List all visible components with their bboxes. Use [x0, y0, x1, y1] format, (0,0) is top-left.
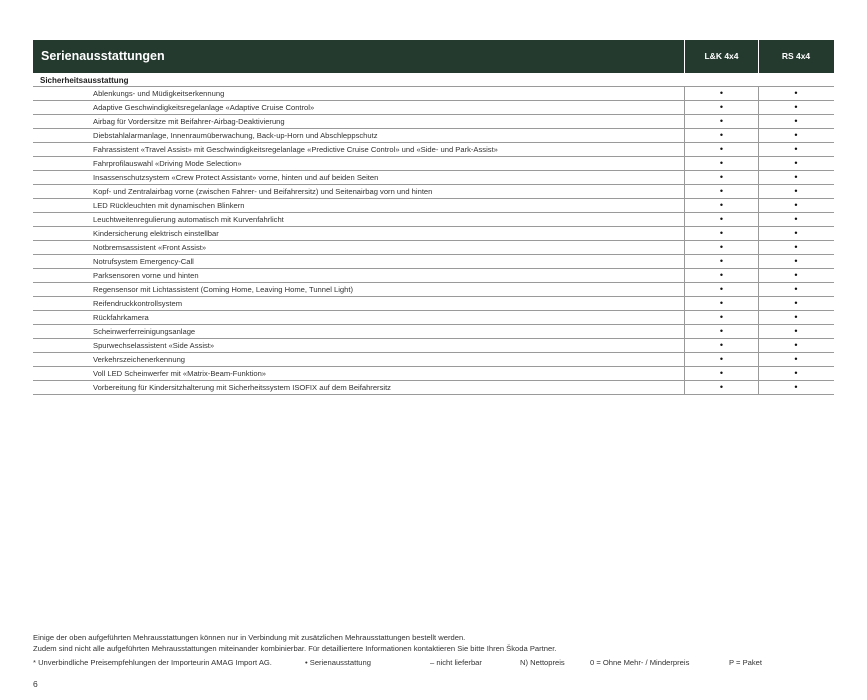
column-header-lk: L&K 4x4 [685, 40, 759, 73]
table-row [33, 297, 834, 311]
cell-lk: • [685, 255, 759, 268]
table-row [33, 353, 834, 367]
cell-rs: • [794, 214, 798, 224]
cell-lk: • [685, 325, 759, 338]
row-label: Voll LED Scheinwerfer mit «Matrix-Beam-Funktion» [33, 367, 685, 380]
row-label: Insassenschutzsystem «Crew Protect Assistant» vorne, hinten und auf beiden Seiten [33, 171, 685, 184]
row-label: Scheinwerferreinigungsanlage [33, 325, 685, 338]
cell-rs: • [794, 144, 798, 154]
cell-rs: • [794, 382, 798, 392]
cell-lk: • [685, 311, 759, 324]
table-row [33, 367, 834, 381]
table-row [33, 171, 834, 185]
legend-price-note: * Unverbindliche Preisempfehlungen der Importeurin AMAG Import AG. [33, 658, 272, 667]
legend [33, 658, 813, 670]
row-label: Adaptive Geschwindigkeitsregelanlage «Adaptive Cruise Control» [33, 101, 685, 114]
row-label: Spurwechselassistent «Side Assist» [33, 339, 685, 352]
row-label: Leuchtweitenregulierung automatisch mit Kurvenfahrlicht [33, 213, 685, 226]
cell-lk: • [685, 297, 759, 310]
cell-lk: • [685, 269, 759, 282]
table-row [33, 115, 834, 129]
legend-zero: 0 = Ohne Mehr- / Minderpreis [590, 658, 690, 667]
table-row [33, 129, 834, 143]
row-label: Verkehrszeichenerkennung [33, 353, 685, 366]
row-label: Kopf- und Zentralairbag vorne (zwischen Fahrer- und Beifahrersitz) und Seitenairbag vorn und hinten [33, 185, 685, 198]
cell-lk: • [685, 381, 759, 394]
table-row [33, 311, 834, 325]
cell-lk: • [685, 367, 759, 380]
cell-rs: • [794, 186, 798, 196]
cell-rs: • [794, 228, 798, 238]
cell-lk: • [685, 171, 759, 184]
page-number: 6 [33, 679, 38, 689]
table-row [33, 199, 834, 213]
cell-rs: • [794, 116, 798, 126]
legend-standard: • Serienausstattung [305, 658, 371, 667]
cell-lk: • [685, 339, 759, 352]
cell-lk: • [685, 101, 759, 114]
row-label: Fahrassistent «Travel Assist» mit Geschwindigkeitsregelanlage «Predictive Cruise Control» und «Side- und Park-Assist» [33, 143, 685, 156]
legend-package: P = Paket [729, 658, 763, 667]
cell-rs: • [794, 270, 798, 280]
cell-rs: • [794, 242, 798, 252]
cell-lk: • [685, 143, 759, 156]
cell-lk: • [685, 241, 759, 254]
row-label: Parksensoren vorne und hinten [33, 269, 685, 282]
cell-rs: • [794, 200, 798, 210]
cell-rs: • [794, 368, 798, 378]
cell-lk: • [685, 185, 759, 198]
cell-rs: • [794, 88, 798, 98]
cell-rs: • [794, 158, 798, 168]
row-label: LED Rückleuchten mit dynamischen Blinkern [33, 199, 685, 212]
row-label: Ablenkungs- und Müdigkeitserkennung [33, 87, 685, 100]
cell-lk: • [685, 283, 759, 296]
row-label: Diebstahlalarmanlage, Innenraumüberwachung, Back-up-Horn und Abschleppschutz [33, 129, 685, 142]
row-label: Kindersicherung elektrisch einstellbar [33, 227, 685, 240]
cell-rs: • [794, 130, 798, 140]
legend-unavailable: – nicht lieferbar [430, 658, 482, 667]
row-label: Notrufsystem Emergency-Call [33, 255, 685, 268]
table-row [33, 87, 834, 101]
row-label: Regensensor mit Lichtassistent (Coming Home, Leaving Home, Tunnel Light) [33, 283, 685, 296]
cell-rs: • [794, 354, 798, 364]
row-label: Notbremsassistent «Front Assist» [33, 241, 685, 254]
table-row [33, 213, 834, 227]
cell-lk: • [685, 213, 759, 226]
table-row [33, 143, 834, 157]
table-row [33, 381, 834, 395]
table-row [33, 241, 834, 255]
cell-rs: • [794, 172, 798, 182]
cell-lk: • [685, 353, 759, 366]
cell-lk: • [685, 87, 759, 100]
table-row [33, 255, 834, 269]
table-row [33, 185, 834, 199]
cell-lk: • [685, 199, 759, 212]
table-title: Serienausstattungen [33, 40, 685, 73]
cell-lk: • [685, 129, 759, 142]
legend-net-price: N) Nettopreis [520, 658, 565, 667]
cell-rs: • [794, 256, 798, 266]
table-body [33, 87, 834, 395]
table-row [33, 227, 834, 241]
column-header-rs: RS 4x4 [781, 51, 811, 61]
table-header [33, 40, 834, 73]
cell-rs: • [794, 340, 798, 350]
row-label: Reifendruckkontrollsystem [33, 297, 685, 310]
cell-rs: • [794, 312, 798, 322]
footnotes [33, 632, 556, 654]
cell-lk: • [685, 115, 759, 128]
equipment-table [33, 40, 834, 395]
footnote-line: Zudem sind nicht alle aufgeführten Mehrausstattungen miteinander kombinierbar. Für detailliertere Informationen kontaktieren Sie bitte Ihren Škoda Partner. [33, 644, 557, 653]
cell-lk: • [685, 227, 759, 240]
row-label: Rückfahrkamera [33, 311, 685, 324]
row-label: Airbag für Vordersitze mit Beifahrer-Airbag-Deaktivierung [33, 115, 685, 128]
cell-rs: • [794, 326, 798, 336]
cell-rs: • [794, 284, 798, 294]
table-row [33, 269, 834, 283]
cell-rs: • [794, 298, 798, 308]
table-row [33, 157, 834, 171]
table-row [33, 325, 834, 339]
table-row [33, 101, 834, 115]
table-row [33, 339, 834, 353]
cell-lk: • [685, 157, 759, 170]
cell-rs: • [794, 102, 798, 112]
row-label: Fahrprofilauswahl «Driving Mode Selection» [33, 157, 685, 170]
section-heading: Sicherheitsausstattung [33, 73, 834, 87]
footnote-line: Einige der oben aufgeführten Mehrausstattungen können nur in Verbindung mit zusätzlichen Mehrausstattungen bestellt werden. [33, 633, 466, 642]
row-label: Vorbereitung für Kindersitzhalterung mit Sicherheitssystem ISOFIX auf dem Beifahrersitz [33, 381, 685, 394]
table-row [33, 283, 834, 297]
